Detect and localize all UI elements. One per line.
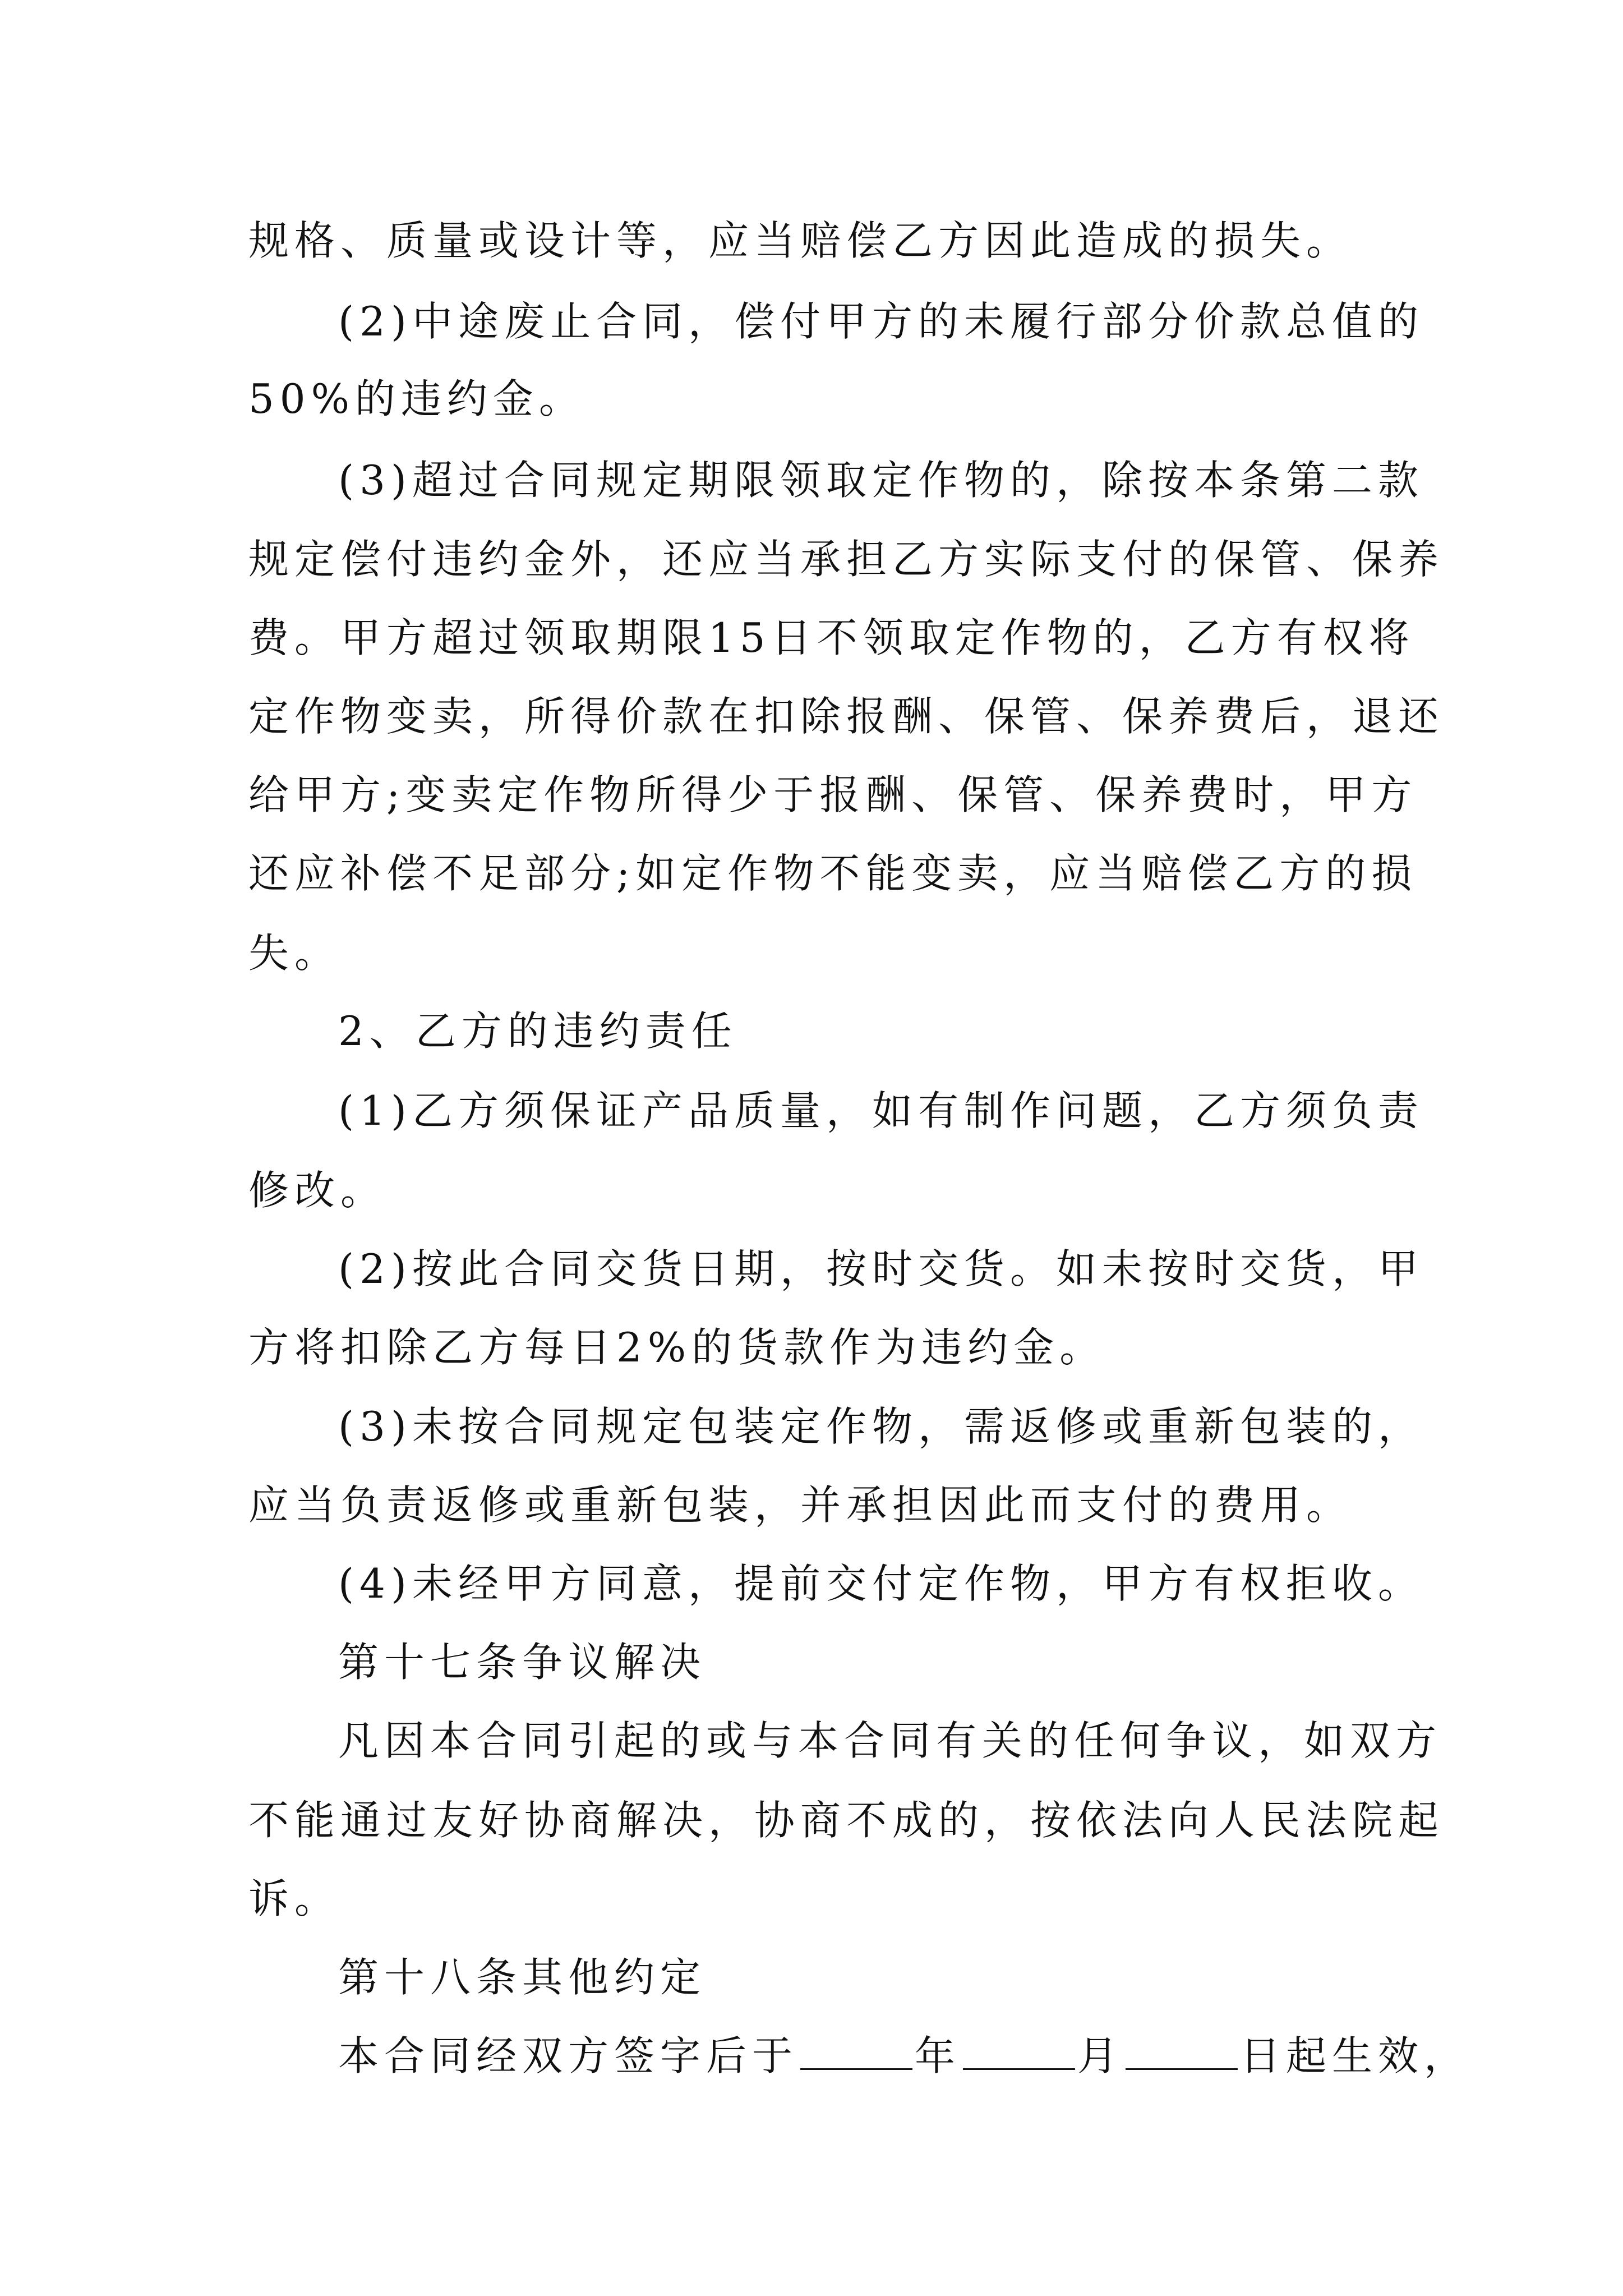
day-blank	[1126, 2033, 1238, 2070]
text-line: 费。甲方超过领取期限15日不领取定作物的，乙方有权将	[248, 614, 1415, 661]
year-blank	[800, 2033, 912, 2070]
text-line: 修改。	[248, 1167, 387, 1214]
text-line: 第十八条其他约定	[338, 1954, 707, 2001]
text-line: 方将扣除乙方每日2%的货款作为违约金。	[248, 1324, 1106, 1371]
text-line: (2)按此合同交货日期，按时交货。如未按时交货，甲	[338, 1245, 1424, 1292]
effective-date-line	[338, 2029, 1470, 2083]
text-line: (4)未经甲方同意，提前交付定作物，甲方有权拒收。	[338, 1560, 1424, 1607]
day-suffix: 日起生效，	[1240, 2032, 1470, 2079]
text-line: 规定偿付违约金外，还应当承担乙方实际支付的保管、保养	[248, 536, 1445, 583]
text-line: 失。	[248, 930, 341, 977]
text-line: 凡因本合同引起的或与本合同有关的任何争议，如双方	[338, 1717, 1442, 1764]
text-line: (1)乙方须保证产品质量，如有制作问题，乙方须负责	[338, 1087, 1424, 1134]
text-line: 不能通过友好协商解决，协商不成的，按依法向人民法院起	[248, 1797, 1445, 1844]
text-line: 规格、质量或设计等，应当赔偿乙方因此造成的损失。	[248, 217, 1353, 264]
text-line: 诉。	[248, 1875, 341, 1922]
text-line: 给甲方;变卖定作物所得少于报酬、保管、保养费时，甲方	[248, 771, 1418, 818]
text-line: (2)中途废止合同，偿付甲方的未履行部分价款总值的	[338, 298, 1424, 345]
effective-date-prefix: 本合同经双方签字后于	[338, 2032, 799, 2079]
text-line: 第十七条争议解决	[338, 1639, 707, 1686]
year-label: 年	[915, 2032, 961, 2079]
month-label: 月	[1077, 2032, 1124, 2079]
text-line: 定作物变卖，所得价款在扣除报酬、保管、保养费后，退还	[248, 693, 1445, 740]
text-line: 2、乙方的违约责任	[338, 1007, 737, 1055]
text-line: 50%的违约金。	[248, 375, 585, 422]
text-line: 应当负责返修或重新包装，并承担因此而支付的费用。	[248, 1481, 1353, 1529]
text-line: 还应补偿不足部分;如定作物不能变卖，应当赔偿乙方的损	[248, 850, 1418, 897]
text-line: (3)超过合同规定期限领取定作物的，除按本条第二款	[338, 457, 1424, 504]
text-line: (3)未按合同规定包装定作物，需返修或重新包装的，	[338, 1403, 1424, 1450]
month-blank	[963, 2033, 1075, 2070]
